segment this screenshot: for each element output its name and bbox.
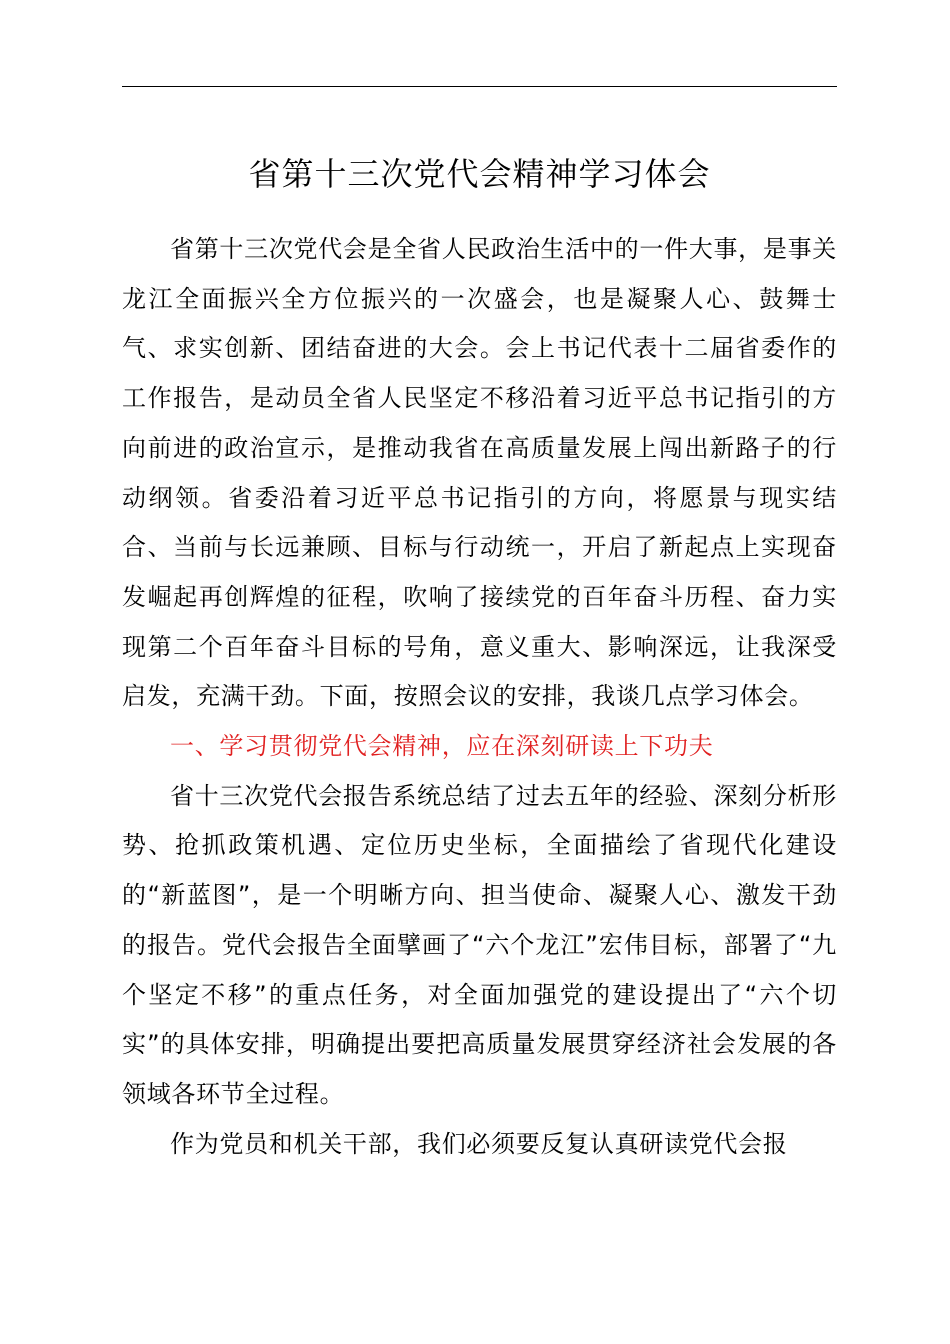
intro-paragraph: 省第十三次党代会是全省人民政治生活中的一件大事，是事关龙江全面振兴全方位振兴的一次盛会，也是凝聚人心、鼓舞士气、求实创新、团结奋进的大会。会上书记代表十二届省委作的工作报告，是动员全省人民坚定不移沿着习近平总书记指引的方向前进的政治宣示，是推动我省在高质量发展上闯出新路子的行动纲领。省委沿着习近平总书记指引的方向，将愿景与现实结合、当前与长远兼顾、目标与行动统一，开启了新起点上实现奋发崛起再创辉煌的征程，吹响了接续党的百年奋斗历程、奋力实现第二个百年奋斗目标的号角，意义重大、影响深远，让我深受启发，充满干劲。下面，按照会议的安排，我谈几点学习体会。 — [122, 235, 837, 711]
section-heading-1: 一、学习贯彻党代会精神，应在深刻研读上下功夫 — [170, 732, 714, 761]
document-title: 省第十三次党代会精神学习体会 — [248, 155, 711, 193]
header-rule — [122, 86, 837, 87]
section-1-paragraph-2: 作为党员和机关干部，我们必须要反复认真研读党代会报 — [170, 1129, 788, 1158]
section-1-paragraph-1: 省十三次党代会报告系统总结了过去五年的经验、深刻分析形势、抢抓政策机遇、定位历史坐标，全面描绘了省现代化建设的“新蓝图”，是一个明晰方向、担当使命、凝聚人心、激发干劲的报告。党代会报告全面擘画了“六个龙江”宏伟目标，部署了“九个坚定不移”的重点任务，对全面加强党的建设提出了“六个切实”的具体安排，明确提出要把高质量发展贯穿经济社会发展的各领域各环节全过程。 — [122, 781, 837, 1108]
document-body — [122, 225, 837, 1169]
